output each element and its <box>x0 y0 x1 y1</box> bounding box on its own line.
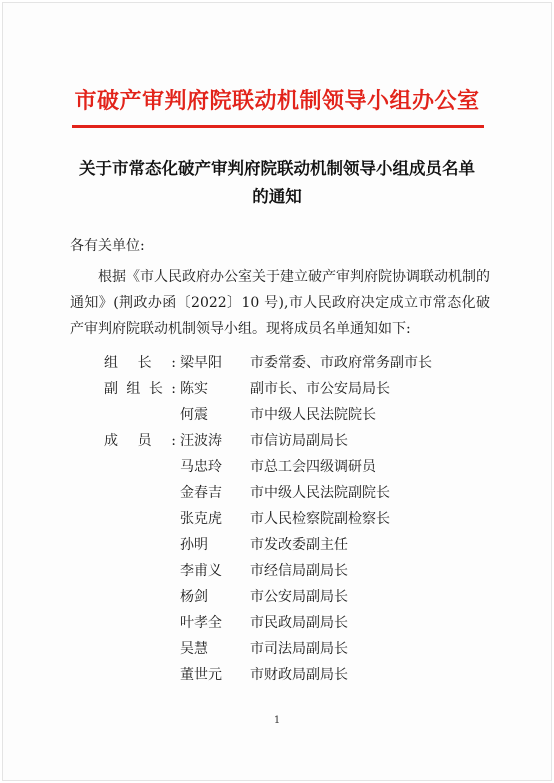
member-role: 组长: <box>104 355 176 371</box>
member-name: 汪波涛 <box>180 433 222 449</box>
member-title: 市人民检察院副检察长 <box>250 511 390 527</box>
member-name: 马忠玲 <box>180 459 222 475</box>
member-name: 陈实 <box>180 381 208 397</box>
member-title: 市中级人民法院副院长 <box>250 485 390 501</box>
notice-title <box>60 155 494 211</box>
member-title: 市公安局副局长 <box>250 589 348 605</box>
salutation: 各有关单位: <box>70 238 145 254</box>
member-title: 市民政局副局长 <box>250 615 348 631</box>
member-title: 市中级人民法院院长 <box>250 407 376 423</box>
member-name: 梁早阳 <box>180 355 222 371</box>
page-number: 1 <box>273 715 281 726</box>
member-title: 市委常委、市政府常务副市长 <box>250 355 432 371</box>
member-title: 市发改委副主任 <box>250 537 348 553</box>
notice-title-line-2: 的通知 <box>252 187 302 206</box>
member-title: 市司法局副局长 <box>250 641 348 657</box>
member-title: 市信访局副局长 <box>250 433 348 449</box>
letterhead-title: 市破产审判府院联动机制领导小组办公室 <box>74 88 480 114</box>
member-name: 张克虎 <box>180 511 222 527</box>
member-role: 副组长: <box>104 381 176 397</box>
member-name: 孙明 <box>180 537 208 553</box>
member-name: 何震 <box>180 407 208 423</box>
member-role: 成员: <box>104 433 176 449</box>
member-title: 副市长、市公安局局长 <box>250 381 390 397</box>
member-name: 李甫义 <box>180 563 222 579</box>
body-paragraph <box>70 264 490 342</box>
member-title: 市经信局副局长 <box>250 563 348 579</box>
member-name: 吴慧 <box>180 641 208 657</box>
member-name: 董世元 <box>180 667 222 683</box>
body-paragraph-text: 根据《市人民政府办公室关于建立破产审判府院协调联动机制的通知》(荆政办函〔2022〕10 号),市人民政府决定成立市常态化破产审判府院联动机制领导小组。现将成员名单通知如下: <box>70 269 490 337</box>
member-name: 叶孝全 <box>180 615 222 631</box>
notice-title-line-1: 关于市常态化破产审判府院联动机制领导小组成员名单 <box>79 159 475 178</box>
member-name: 金春吉 <box>180 485 222 501</box>
member-name: 杨剑 <box>180 589 208 605</box>
letterhead-red-rule <box>72 125 484 128</box>
member-title: 市总工会四级调研员 <box>250 459 376 475</box>
member-title: 市财政局副局长 <box>250 667 348 683</box>
